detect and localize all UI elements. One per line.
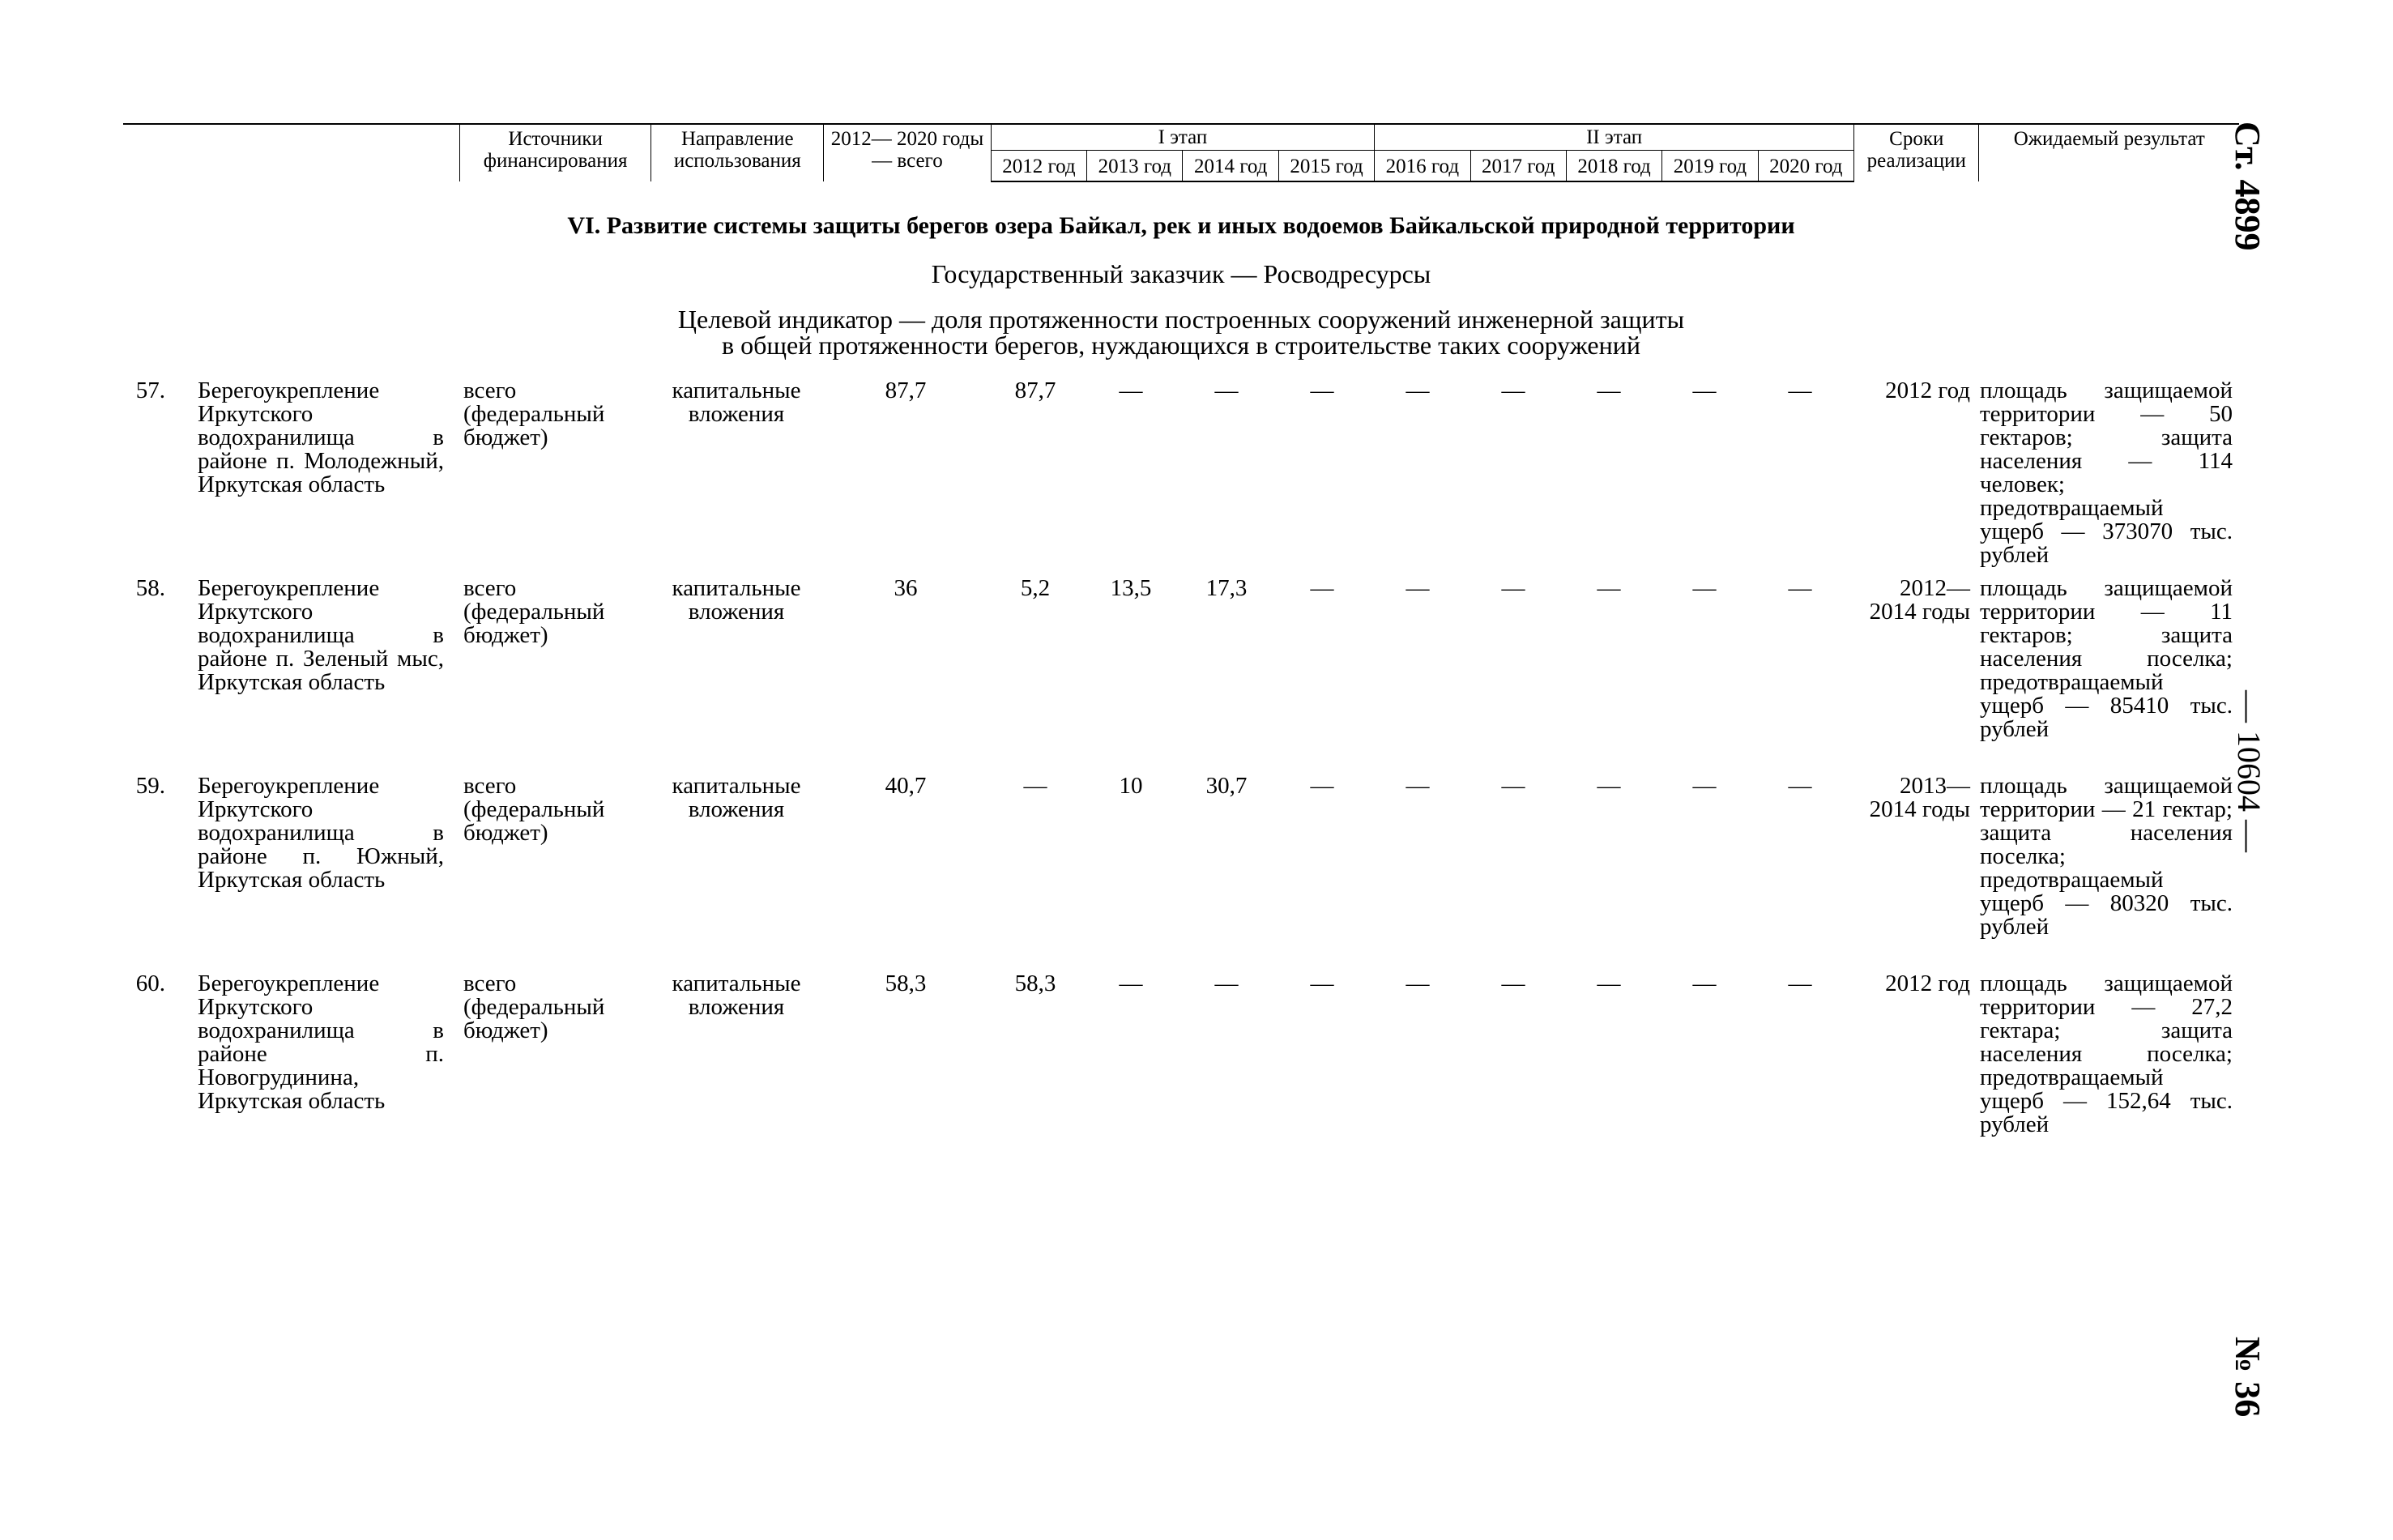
row-value-2014: 17,3 bbox=[1205, 575, 1248, 601]
row-number: 60. bbox=[135, 970, 165, 996]
row-total: 40,7 bbox=[885, 773, 927, 799]
row-result: площадь защищаемой территории — 50 гектаров; защита населения — 114 человек; предотвращаемый ущерб — 373070 тыс. рублей bbox=[1980, 378, 2233, 568]
row-object-name: Берегоукрепление Иркутского водохранилища в районе п. Зеленый мыс, Иркутская область bbox=[198, 575, 444, 695]
header-year: 2012 год bbox=[991, 151, 1086, 182]
row-value-2019: — bbox=[1692, 970, 1717, 996]
row-value-2013: — bbox=[1119, 970, 1143, 996]
page-number: Ст. 4899 bbox=[2228, 122, 2267, 251]
row-value-2013: 10 bbox=[1119, 773, 1143, 799]
row-source: всего (федеральный бюджет) bbox=[463, 378, 605, 450]
section-title: VI. Развитие системы защиты берегов озера Байкал, рек и иных водоемов Байкальской природной территории bbox=[567, 212, 1795, 239]
row-direction: капитальные вложения bbox=[672, 970, 801, 1020]
state-customer: Государственный заказчик — Росводресурсы bbox=[931, 259, 1431, 288]
row-value-2016: — bbox=[1406, 970, 1430, 996]
row-object-name: Берегоукрепление Иркутского водохранилища в районе п. Новогрудинина, Иркутская область bbox=[198, 970, 444, 1114]
header-year: 2016 год bbox=[1375, 151, 1470, 182]
row-object-name: Берегоукрепление Иркутского водохранилища в районе п. Молодежный, Иркутская область bbox=[198, 378, 444, 497]
row-result: площадь защищаемой территории — 21 гектар; защита населения поселка; предотвращаемый ущерб — 80320 тыс. рублей bbox=[1980, 773, 2233, 940]
row-value-2019: — bbox=[1692, 773, 1717, 799]
row-value-2012: 5,2 bbox=[1020, 575, 1051, 601]
row-value-2015: — bbox=[1310, 378, 1334, 403]
row-direction: капитальные вложения bbox=[672, 378, 801, 427]
row-value-2020: — bbox=[1788, 378, 1812, 403]
row-value-2012: 58,3 bbox=[1014, 970, 1056, 996]
row-term: 2013— 2014 годы bbox=[1869, 773, 1970, 822]
row-value-2016: — bbox=[1406, 773, 1430, 799]
header-blank bbox=[123, 124, 459, 181]
row-object-name: Берегоукрепление Иркутского водохранилища в районе п. Южный, Иркутская область bbox=[198, 773, 444, 893]
row-source: всего (федеральный бюджет) bbox=[463, 575, 605, 648]
row-value-2012: 87,7 bbox=[1014, 378, 1056, 403]
header-year: 2020 год bbox=[1758, 151, 1853, 182]
row-direction: капитальные вложения bbox=[672, 773, 801, 822]
row-result: площадь защищаемой территории — 27,2 гектара; защита населения поселка; предотвращаемый ущерб — 152,64 тыс. рублей bbox=[1980, 970, 2233, 1137]
row-value-2018: — bbox=[1597, 773, 1621, 799]
header-year: 2019 год bbox=[1662, 151, 1758, 182]
row-total: 87,7 bbox=[885, 378, 927, 403]
header-year: 2013 год bbox=[1087, 151, 1183, 182]
row-value-2018: — bbox=[1597, 970, 1621, 996]
row-value-2014: — bbox=[1214, 970, 1239, 996]
target-indicator-line-1: Целевой индикатор — доля протяженности построенных сооружений инженерной защиты bbox=[677, 305, 1685, 334]
row-value-2017: — bbox=[1501, 575, 1525, 601]
row-value-2019: — bbox=[1692, 575, 1717, 601]
row-value-2019: — bbox=[1692, 378, 1717, 403]
row-result: площадь защищаемой территории — 11 гектаров; защита населения поселка; предотвращаемый ущерб — 85410 тыс. рублей bbox=[1980, 575, 2233, 742]
row-source: всего (федеральный бюджет) bbox=[463, 773, 605, 846]
row-value-2015: — bbox=[1310, 970, 1334, 996]
row-value-2018: — bbox=[1597, 378, 1621, 403]
header-terms: Сроки реализации bbox=[1854, 124, 1979, 181]
row-value-2017: — bbox=[1501, 970, 1525, 996]
row-value-2016: — bbox=[1406, 378, 1430, 403]
row-term: 2012— 2014 годы bbox=[1869, 575, 1970, 625]
row-value-2013: 13,5 bbox=[1110, 575, 1152, 601]
row-value-2020: — bbox=[1788, 773, 1812, 799]
row-value-2014: — bbox=[1214, 378, 1239, 403]
target-indicator-line-2: в общей протяженности берегов, нуждающихся в строительстве таких сооружений bbox=[721, 331, 1640, 360]
header-total: 2012— 2020 годы — всего bbox=[824, 124, 992, 181]
header-result: Ожидаемый результат bbox=[1979, 124, 2239, 181]
document-number: — 10604 — bbox=[2231, 690, 2267, 852]
row-value-2012: — bbox=[1023, 773, 1047, 799]
row-term: 2012 год bbox=[1885, 378, 1970, 403]
header-year: 2014 год bbox=[1183, 151, 1278, 182]
row-term: 2012 год bbox=[1885, 970, 1970, 996]
row-number: 57. bbox=[135, 378, 165, 403]
row-direction: капитальные вложения bbox=[672, 575, 801, 625]
row-number: 59. bbox=[135, 773, 165, 799]
row-value-2015: — bbox=[1310, 575, 1334, 601]
header-stage-1: I этап bbox=[991, 124, 1374, 151]
header-direction: Направление использования bbox=[651, 124, 824, 181]
row-value-2016: — bbox=[1406, 575, 1430, 601]
row-total: 58,3 bbox=[885, 970, 927, 996]
row-value-2017: — bbox=[1501, 773, 1525, 799]
row-value-2020: — bbox=[1788, 970, 1812, 996]
header-year: 2018 год bbox=[1566, 151, 1661, 182]
header-year: 2017 год bbox=[1470, 151, 1566, 182]
issue-number: № 36 bbox=[2228, 1337, 2267, 1418]
target-indicator bbox=[123, 306, 2239, 358]
row-value-2013: — bbox=[1119, 378, 1143, 403]
row-value-2015: — bbox=[1310, 773, 1334, 799]
header-stage-2: II этап bbox=[1375, 124, 1854, 151]
row-value-2014: 30,7 bbox=[1205, 773, 1248, 799]
row-number: 58. bbox=[135, 575, 165, 601]
row-value-2020: — bbox=[1788, 575, 1812, 601]
row-source: всего (федеральный бюджет) bbox=[463, 970, 605, 1043]
row-total: 36 bbox=[894, 575, 918, 601]
row-value-2017: — bbox=[1501, 378, 1525, 403]
header-year: 2015 год bbox=[1278, 151, 1374, 182]
header-sources: Источники финансирования bbox=[459, 124, 651, 181]
row-value-2018: — bbox=[1597, 575, 1621, 601]
table-header bbox=[123, 123, 2239, 182]
